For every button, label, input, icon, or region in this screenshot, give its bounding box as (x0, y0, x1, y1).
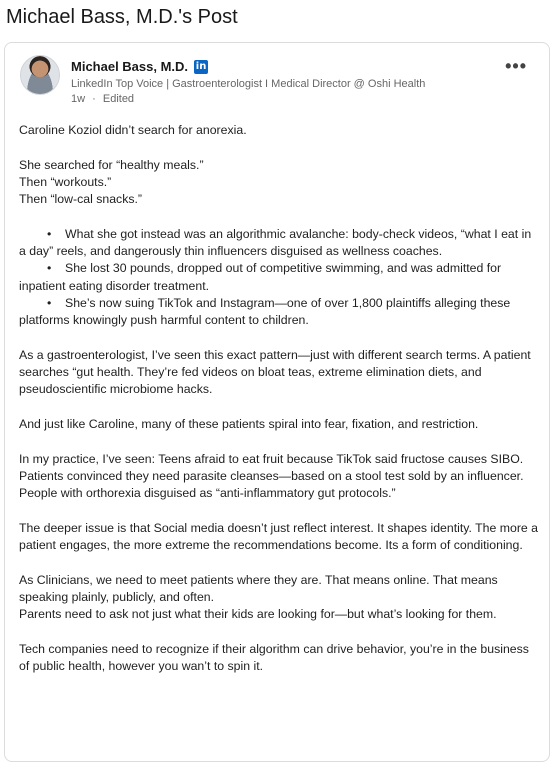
post-time: 1w (71, 93, 86, 105)
linkedin-icon: in (195, 61, 207, 72)
author-avatar[interactable] (20, 55, 60, 95)
post-paragraph: Tech companies need to recognize if their algorithm can drive behavior, you’re in the business of public health, however you wan’t to spin it. (19, 641, 529, 674)
post-paragraph: She searched for “healthy meals.” Then “workouts.” Then “low-cal snacks.” (19, 157, 204, 207)
bullet-text: She’s now suing TikTok and Instagram—one of over 1,800 plaintiffs alleging these platforms knowingly push harmful content to children. (19, 295, 511, 328)
page-title: Michael Bass, M.D.'s Post (6, 6, 238, 28)
post-body (19, 122, 539, 693)
bullet-item (19, 226, 539, 261)
author-headline: LinkedIn Top Voice | Gastroenterologist I Medical Director @ Oshi Health (71, 78, 426, 90)
bullet-item (19, 260, 539, 295)
post-paragraph: Parents need to ask not just what their kids are looking for—but what’s looking for them. (19, 607, 497, 622)
bullet-item (19, 295, 539, 330)
author-row (71, 59, 208, 75)
bullet-dot: • (47, 295, 52, 310)
bullet-text: She lost 30 pounds, dropped out of competitive swimming, and was admitted for inpatient eating disorder treatment. (19, 261, 502, 293)
bullet-text: What she got instead was an algorithmic avalanche: body-check videos, “what I eat in a day” reels, and dangerously thin influencers disguised as wellness coaches. (19, 226, 532, 259)
post-paragraph: Caroline Koziol didn’t search for anorexia. (19, 123, 247, 137)
post-card (4, 42, 550, 762)
post-paragraph: As Clinicians, we need to meet patients where they are. That means online. That means speaking plainly, publicly, and often. (19, 572, 498, 605)
post-paragraph: And just like Caroline, many of these patients spiral into fear, fixation, and restriction. (19, 417, 479, 432)
post-paragraph: As a gastroenterologist, I’ve seen this exact pattern—just with different search terms. A patient searches “gut health. They’re fed videos on bloat teas, extreme elimination diets, and pseudoscientific microbiome hacks. (19, 347, 531, 397)
post-meta (71, 92, 134, 106)
edited-label: Edited (102, 93, 135, 105)
meta-separator: · (92, 93, 96, 105)
post-paragraph: In my practice, I’ve seen: Teens afraid to eat fruit because TikTok said fructose causes SIBO. Patients convinced they need parasite cleanses—based on a stool test sold by an influencer. People with orthorexia disguised as “anti-inflammatory gut protocols.” (19, 451, 524, 501)
author-name[interactable]: Michael Bass, M.D. (71, 59, 189, 74)
bullet-dot: • (47, 226, 52, 241)
bullet-list (19, 226, 539, 330)
post-paragraph: The deeper issue is that Social media doesn’t just reflect interest. It shapes identity. The more a patient engages, the more extreme the recommendations become. Its a form of conditioning. (19, 520, 539, 553)
more-options-button[interactable]: ••• (505, 56, 527, 76)
bullet-dot: • (47, 261, 52, 276)
